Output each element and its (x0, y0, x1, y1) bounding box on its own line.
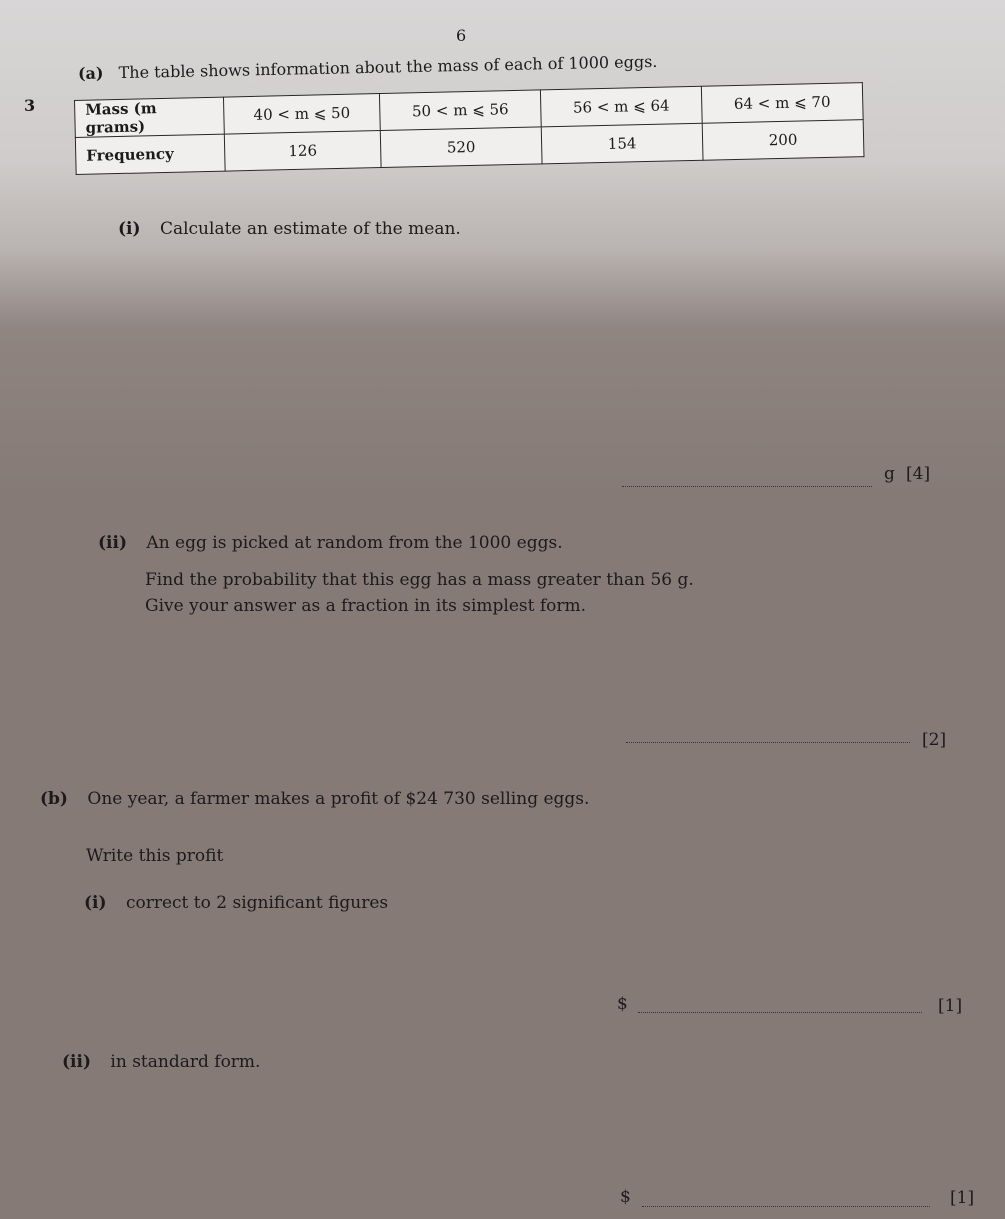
sub-b-ii-text: in standard form. (110, 1052, 261, 1072)
answer-line-a-ii[interactable] (626, 742, 910, 743)
table-cell-range-4: 64 < m ⩽ 70 (701, 83, 863, 124)
part-a-label: (a) (77, 63, 104, 83)
egg-mass-table (74, 82, 864, 175)
question-b-line2: Write this profit (86, 846, 224, 866)
table-cell-range-3: 56 < m ⩽ 64 (540, 86, 702, 127)
question-a-ii-line3: Give your answer as a fraction in its simplest form. (145, 596, 587, 616)
question-a-ii-line2: Find the probability that this egg has a mass greater than 56 g. (145, 570, 694, 590)
part-b-label: (b) (40, 789, 68, 809)
marks-a-ii: [2] (922, 730, 947, 750)
question-number: 3 (24, 96, 36, 115)
question-a-ii (98, 533, 563, 553)
sub-b-i-text: correct to 2 significant figures (125, 893, 389, 913)
sub-a-ii-text: An egg is picked at random from the 1000 eggs. (146, 533, 563, 553)
table-cell-freq-3: 154 (541, 123, 703, 164)
page-number: 6 (456, 26, 467, 45)
sub-b-i-label: (i) (84, 893, 107, 913)
question-b-i (84, 893, 388, 913)
table-cell-freq-1: 126 (224, 131, 381, 172)
sub-a-i-text: Calculate an estimate of the mean. (159, 219, 461, 239)
part-b-text: One year, a farmer makes a profit of $24 730 selling eggs. (87, 789, 590, 809)
sub-b-ii-label: (ii) (62, 1052, 92, 1072)
table-cell-freq-2: 520 (380, 127, 542, 168)
table-cell-freq-4: 200 (702, 120, 864, 161)
table-header-mass: Mass (m grams) (75, 97, 225, 137)
answer-line-a-i[interactable] (622, 486, 872, 487)
sub-a-i-label: (i) (118, 219, 141, 239)
part-a-intro (78, 52, 658, 83)
answer-line-b-i[interactable] (638, 1012, 922, 1013)
unit-a-i: g (884, 464, 895, 484)
marks-b-i: [1] (938, 996, 963, 1016)
question-b (40, 789, 589, 809)
question-b-ii (62, 1052, 260, 1072)
marks-a-i: [4] (906, 464, 931, 484)
sub-a-ii-label: (ii) (98, 533, 128, 553)
dollar-prefix-b-i: $ (617, 994, 628, 1014)
marks-b-ii: [1] (950, 1188, 975, 1208)
table-header-frequency: Frequency (75, 134, 225, 174)
table-cell-range-1: 40 < m ⩽ 50 (223, 94, 380, 135)
answer-line-b-ii[interactable] (642, 1206, 930, 1207)
part-a-intro-text: The table shows information about the mass of each of 1000 eggs. (118, 51, 658, 83)
dollar-prefix-b-ii: $ (620, 1187, 631, 1207)
question-a-i (118, 219, 461, 239)
table-cell-range-2: 50 < m ⩽ 56 (379, 90, 541, 131)
